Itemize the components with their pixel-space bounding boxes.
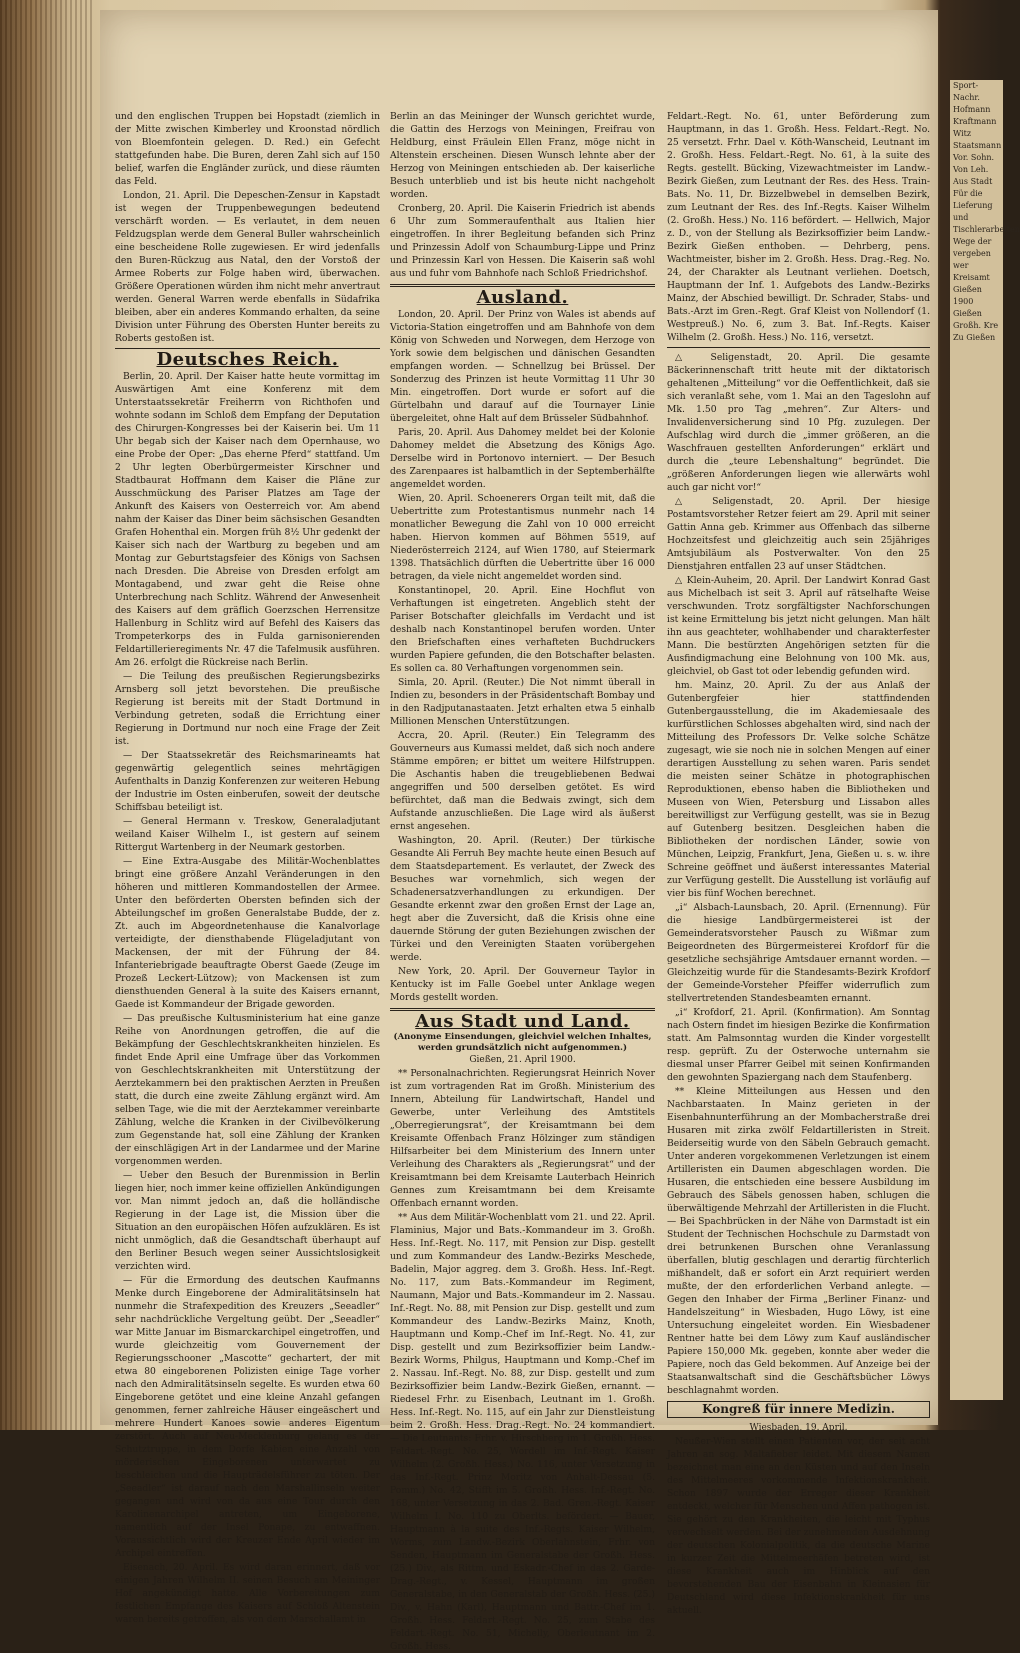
column-left [115, 110, 380, 1625]
section-heading-ausland: Ausland. [476, 287, 569, 308]
article-kleine-mitteilungen: ** Kleine Mitteilungen aus Hessen und den Nachbarstaaten. In Mainz gerieten in der Eisenbahnunterführung an der Mombacherstraße drei Husaren mit zirka zwölf Feldartilleristen in Streit. Beiderseitig wurde von den Säbeln Gebrauch gemacht. Unter anderen vorgekommenen Verletzungen ist einem Artilleristen ein Daumen abgeschlagen worden. Die Husaren, die entschieden eine bessere Ausbildung im Gebrauch des Säbels genossen haben, schlugen die überwältigende Mehrzahl der Artilleristen in die Flucht. — Bei Spachbrücken in der Nähe von Darmstadt ist ein Student der Technischen Hochschule zu Darmstadt von drei betrunkenen Burschen ohne Veranlassung überfallen, blutig geschlagen und derartig fürchterlich mißhandelt, daß er sofort ein Arzt requiriert werden mußte, der den erforderlichen Verband anlegte. — Gegen den Inhaber der Firma „Berliner Finanz- und Handelszeitung“ in Wiesbaden, Hugo Löwy, ist eine Untersuchung eingeleitet worden. Ein Wiesbadener Rentner hatte bei dem Löwy zum Kauf ausländischer Papiere 150,000 Mk. gegeben, konnte aber weder die Papiere, noch das Geld bekommen. Auf Anzeige bei der Staatsanwaltschaft sind die Geschäftsbücher Löwys beschlagnahmt worden. [667, 1086, 930, 1396]
article-kultusministerium: — Das preußische Kultusministerium hat eine ganze Reihe von Anordnungen getroffen, die auf die Bekämpfung der Geschlechtskrankheiten hinzielen. Es findet Ende April eine Umfrage über das Vorkommen von Geschlechtskrankheiten mit Unterstützung der Aerztekammern bei den praktischen Aerzten in Preußen statt, die durch eine zweite Zählung ergänzt wird. Am selben Tage, wie die mit der Aerztekammer vereinbarte Zählung, welche die Kranken in der Civilbevölkerung zum Gegenstande hat, soll eine Zählung der Kranken der einschlägigen Art in der Landarmee und der Marine vorgenommen werden. [115, 1013, 380, 1167]
article-arnsberg: — Die Teilung des preußischen Regierungsbezirks Arnsberg soll jetzt bevorstehen. Die preußische Regierung ist bereits mit der Stadt Dortmund in Verbindung getreten, sodaß die Errichtung einer Regierung in Dortmund nur noch eine Frage der Zeit ist. [115, 671, 380, 747]
column-middle [390, 110, 655, 1652]
page-edges [0, 0, 95, 1430]
article-simla: Simla, 20. April. (Reuter.) Die Not nimmt überall in Indien zu, besonders in der Präsidentschaft Bombay und in den Radjputanastaaten. Jetzt erhalten etwa 5 einhalb Millionen Menschen Unterstützungen. [390, 677, 655, 727]
article-accra: Accra, 20. April. (Reuter.) Ein Telegramm des Gouverneurs aus Kumassi meldet, daß sich noch andere Stämme empören; er bittet um weitere Hilfstruppen. Die Aschantis haben die treugebliebenen Bedwai angegriffen und 500 derselben getötet. Es wird befürchtet, daß man die Bedwais zwingt, sich dem Aufstande anzuschließen. Die Lage wird als äußerst ernst angesehen. [390, 730, 655, 832]
article-treskow: — General Hermann v. Treskow, Generaladjutant weiland Kaiser Wilhelm I., ist gestern auf seinem Rittergut Wartenberg in der Neumark gestorben. [115, 816, 380, 853]
article-reichsmarineamt: — Der Staatssekretär des Reichsmarineamts hat gegenwärtig gelegentlich seines mehrtägigen Aufenthalts in Danzig Konferenzen zur weiteren Hebung der Industrie im Osten einberufen, soweit der deutsche Schiffsbau beteiligt ist. [115, 750, 380, 813]
article-maltafieber: Neußer-Wien stellt einen Patienten vor, der seit acht Jahren an sog. Maltafieber leidet. Mit diesem Namen bezeichnet man eine an den Küsten und auf den Inseln des Mittelmeeres vorkommende Infektionskrankheit. Schon 1897 wurde der Erreger dieser Krankheit entdeckt, welcher für Menschen und Affen pathogen ist. Sie gehört zu den Krankheiten, die leicht mit Typhus verwechselt werden. Bei der zunehmenden Ausdehnung der deutschen Kolonialpolitik, da die deutsche Marine in kurzer Zeit die Mittelmeerhäfen betreten wird, ist diese Krankheit auch im Hinblick auf den bevorstehenden Bau der Eisenbahn in Kleinasien für Deutschland wird diese Infektionskrankheit für uns aktuell. [667, 1436, 930, 1616]
section-heading-deutsches-reich: Deutsches Reich. [156, 349, 339, 370]
divider [667, 347, 930, 348]
article-alsbach: „i“ Alsbach-Launsbach, 20. April. (Ernennung). Für die hiesige Landbürgermeisterei ist der Gemeinderatsvorsteher Pausch zu Wißmar zum Beigeordneten des Bürgermeisterei Krofdorf für die gesetzliche sechsjährige Amtsdauer ernannt worden. — Gleichzeitig wurde für die Standesamts-Bezirk Krofdorf der Gemeinde-Vorsteher Pfeiffer widerruflich zum stellvertretenden Standesbeamten ernannt. [667, 902, 930, 1004]
article-seeadler: — Für die Ermordung des deutschen Kaufmanns Menke durch Eingeborene der Admiralitätsinseln hat nunmehr die Strafexpedition des Kreuzers „Seeadler“ sehr nachdrückliche Vergeltung geübt. Der „Seeadler“ war Mitte Januar im Bismarckarchipel eingetroffen, und wurde gleichzeitig vom Gouvernement der Regierungsschooner „Mascotte“ gechartert, der mit etwa 80 eingeborenen Polizisten einige Tage vorher nach den Admiralitätsinseln segelte. Es wurden etwa 60 Eingeborene getötet und eine kleine Anzahl gefangen genommen, ferner zahlreiche Häuser eingeäschert und mehrere Hundert Kanoes sowie anderes Eigentum zerstört. Auch auf Neu-Mecklenburg gelang es der Schutztruppe, in dem Dorfe Kabien eine Anzahl von mörderischen Eingeborenen unterwartet zu beschleichen und die Haupträdelsführer zu töten. Der „Seeadler“ ist darauf nach den Marshallinseln weiter gegangen und wird von da aus eine Tour durch den Karolinenarchipel antreten, um Eingeborene, namentlich auf der Insel Ponape, zu entwaffnen. Voraussichtlich wird der Kreuzer Ende April wieder im Archipel eintreffen. [115, 1275, 380, 1559]
article-new-york: New York, 20. April. Der Gouverneur Taylor in Kentucky ist im Falle Goebel unter Anklage wegen Mords gestellt worden. [390, 966, 655, 1003]
article-mainz-gutenberg: hm. Mainz, 20. April. Zu der aus Anlaß der Gutenbergfeier hier stattfindenden Gutenbergausstellung, die im Akademiesaale des kurfürstlichen Schlosses abgehalten wird, sind nach der Mitteilung des Professors Dr. Velke solche Schätze zugesagt, wie sie noch nie in solchen Mengen auf einer derartigen Ausstellung zu sehen waren. Paris sendet die meisten seiner Schätze in photographischen Reproduktionen, ebenso haben die Bibliotheken und Museen von Wien, Petersburg und Lissabon alles bereitwilligst zur Verfügung gestellt, was sie in Bezug auf Gutenberg besitzen. Desgleichen haben die Bibliotheken der nordischen Länder, sowie von München, Leipzig, Frankfurt, Jena, Gießen u. s. w. ihre Schreine geöffnet und äußerst interessantes Material zur Verfügung gestellt. Die Ausstellung ist vorläufig auf vier bis fünf Wochen berechnet. [667, 680, 930, 899]
article-paris: Paris, 20. April. Aus Dahomey meldet bei der Kolonie Dahomey meldet die Absetzung des Königs Ago. Derselbe wird in Portonovo interniert. — Der Besuch des Zarenpaares ist halbamtlich in der Septemberhälfte angemeldet worden. [390, 427, 655, 490]
article-konstantinopel: Konstantinopel, 20. April. Eine Hochflut von Verhaftungen ist eingetreten. Angeblich steht der Pariser Botschafter gleichfalls im Verdacht und ist deshalb nach Konstantinopel berufen worden. Unter den Briefschaften eines verhafteten Buchdruckers wurden Papiere gefunden, die den Botschafter belasten. Es sollen ca. 80 Verhaftungen vorgenommen sein. [390, 585, 655, 674]
article-seligenstadt-washerwomen: △ Seligenstadt, 20. April. Die gesamte Bäckerinnenschaft tritt heute mit der diktatorisch gehaltenen „Mitteilung“ vor die Oeffentlichkeit, daß sie sich veranlaßt sehe, vom 1. Mai an den Tageslohn auf Mk. 1.50 pro Tag „mehren“. Zur Alters- und Invalidenversicherung sind 10 Pfg. zuzulegen. Der Aufschlag wird durch die „immer größeren, an die Waschfrauen gestellten Anforderungen“ erklärt und durch die „teure Lebenshaltung“ begründet. Die „größeren Anforderungen liegen wie allerwärts wohl auch gar nicht vor!“ [667, 352, 930, 493]
section-heading-stadt-und-land: Aus Stadt und Land. [415, 1011, 630, 1032]
article-klein-auheim: △ Klein-Auheim, 20. April. Der Landwirt Konrad Gast aus Michelbach ist seit 3. April auf rätselhafte Weise verschwunden. Trotz sorgfältigster Nachforschungen ist keine Ermittelung bis jetzt nicht gelungen. Man hält ihn aus geachteter, wohlhabender und charakterfester Mann. Die bestürzten Angehörigen setzten für die Ausfindigmachung eine Belohnung von 100 Mk. aus, gleichviel, ob Gast tot oder lebendig gefunden wird. [667, 575, 930, 677]
article-krofdorf: „i“ Krofdorf, 21. April. (Konfirmation). Am Sonntag nach Ostern findet im hiesigen Bezirke die Konfirmation statt. Am Palmsonntag wurden die Kinder vorgestellt resp. geprüft. Zu der Osterwoche unternahm sie diesmal unser Pfarrer Geibel mit seinen Konfirmanden den gewohnten Spaziergang nach dem Staufenberg. [667, 1007, 930, 1083]
article-berlin-kaiser: Berlin, 20. April. Der Kaiser hatte heute vormittag im Auswärtigen Amt eine Konferenz mit dem Unterstaatssekretär Freiherrn von Richthofen und wohnte sodann im Schloß dem Empfang der Deputation des Chirurgen-Kongresses bei der Kaiserin bei. Um 11 Uhr begab sich der Kaiser nach dem Opernhause, wo eine Probe der Oper: „Das eherne Pferd“ stattfand. Um 2 Uhr legten Oberbürgermeister Kirschner und Stadtbaurat Hoffmann dem Kaiser die Pläne zur Ausschmückung des Pariser Platzes am Tage der Ankunft des Kaisers von Oesterreich vor. Am abend nahm der Kaiser das Diner beim sächsischen Gesandten Grafen Hohenthal ein. Morgen früh 8½ Uhr gedenkt der Kaiser sich nach der Wartburg zu begeben und am Montag zur Geburtstagsfeier des Königs von Sachsen nach Dresden. Die Abreise von Dresden erfolgt am Montagabend, und zwar geht die Reise ohne Unterbrechung nach Schlitz. Während der Anwesenheit des Kaisers auf dem gräflich Goerzschen Herrensitze Hallenburg in Schlitz wird auf Befehl des Kaisers das Trompeterkorps des in Fulda garnisonierenden Feldartillerieregiments Nr. 47 die Tafelmusik ausführen. Am 26. erfolgt die Rückreise nach Berlin. [115, 371, 380, 668]
box-heading-kongress: Kongreß für innere Medizin. [667, 1401, 930, 1418]
article-burenmission: — Ueber den Besuch der Burenmission in Berlin liegen hier, noch immer keine offiziellen Ankündigungen vor. Man nimmt jedoch an, daß die holländische Regierung in der Lage ist, die Mission über die Situation an den europäischen Höfen aufzuklären. Es ist nicht unmöglich, daß die Gesandtschaft überhaupt auf den Berliner Besuch wegen seiner Aussichtslosigkeit verzichten wird. [115, 1170, 380, 1272]
editorial-note: (Anonyme Einsendungen, gleichviel welchen Inhaltes, werden grundsätzlich nicht aufgenommen.) [393, 1032, 652, 1053]
article-personalnachrichten: ** Personalnachrichten. Regierungsrat Heinrich Nover ist zum vortragenden Rat im Großh. Ministerium des Innern, Abteilung für Landwirtschaft, Handel und Gewerbe, unter Verleihung des Amtstitels „Oberregierungsrat“, der Kreisamtmann bei dem Kreisamte Offenbach Franz Hölzinger zum ständigen Hilfsarbeiter bei dem Ministerium des Innern unter Verleihung des Charakters als „Regierungsrat“ und der Kreisamtmann bei dem Kreisamte Lauterbach Heinrich Gennes zum Kreisamtmann bei dem Kreisamte Offenbach ernannt worden. [390, 1068, 655, 1209]
column-right [667, 110, 930, 1616]
article-meiningen: Berlin an das Meininger der Wunsch gerichtet wurde, die Gattin des Herzogs von Meiningen, Freifrau von Heldburg, einst Fräulein Ellen Franz, möge nicht in Altenstein erscheinen. Diesen Wunsch lehnte aber der Herzog von Meiningen entschieden ab. Der kaiserliche Besuch unterblieb und ist bis heute nicht nachgeholt worden. [390, 111, 655, 200]
article-washington: Washington, 20. April. (Reuter.) Der türkische Gesandte Ali Ferruh Bey machte heute einen Besuch auf dem Staatsdepartement. Es verlautet, der Zweck des Besuches war vornehmlich, sich wegen der Schadenersatzverhandlungen zu erkundigen. Der Gesandte erkennt zwar den großen Ernst der Lage an, hegt aber die Zuversicht, daß die Krisis ohne eine dauernde Störung der guten Beziehungen zwischen der Türkei und den Vereinigten Staaten vorübergehen werde. [390, 835, 655, 963]
article-feldart-continued: Feldart.-Regt. No. 61, unter Beförderung zum Hauptmann, in das 1. Großh. Hess. Feldart.-Regt. No. 25 versetzt. Frhr. Dael v. Köth-Wanscheid, Leutnant im 2. Großh. Hess. Feldart.-Regt. No. 61, à la suite des Regts. gestellt. Bücking, Vizewachtmeister im Landw.-Bezirk Gießen, zum Leutnant der Res. des Hess. Train-Bats. No. 11, Dr. Bizzelbwebel in demselben Bezirk, zum Leutnant der Res. des Inf.-Regts. Kaiser Wilhelm (2. Großh. Hess.) No. 116 befördert. — Hellwich, Major z. D., von der Stellung als Bezirksoffizier beim Landw.-Bezirk Gießen enthoben. — Dehrberg, pens. Wachtmeister, bisher im 2. Großh. Hess. Drag.-Reg. No. 24, der Charakter als Leutnant verliehen. Doetsch, Hauptmann der Inf. 1. Aufgebots des Landw.-Bezirks Mainz, der Abschied bewilligt. Dr. Schrader, Stabs- und Bats.-Arzt im Gren.-Regt. Graf Kleist von Nollendorf (1. Westpreuß.) No. 6, zum 3. Bat. Inf.-Regts. Kaiser Wilhelm (2. Großh. Hess.) No. 116, versetzt. [667, 111, 930, 343]
article-london-prince: London, 20. April. Der Prinz von Wales ist abends auf Victoria-Station eingetroffen und am Bahnhofe von dem König von Schweden und Norwegen, dem Herzoge von York sowie dem belgischen und dänischen Gesandten empfangen worden. — Schnellzug bei Brüssel. Der Sonderzug des Prinzen ist heute Vormittag 11 Uhr 30 Min. eingetroffen. Dort wurde er sofort auf die Gürtelbahn und darauf auf die Tournayer Linie übergeleitet, ohne Halt auf dem Brüsseler Südbahnhof. [390, 309, 655, 424]
article-militaer-wochenblatt-local: ** Aus dem Militär-Wochenblatt vom 21. und 22. April. Flaminius, Major und Bats.-Kommandeur im 3. Großh. Hess. Inf.-Regt. No. 117, mit Pension zur Disp. gestellt und zum Kommandeur des Landw.-Bezirks Meschede, Badelin, Major aggreg. dem 3. Großh. Hess. Inf.-Regt. No. 117, zum Bats.-Kommandeur im Regiment, Naumann, Major und Bats.-Kommandeur im 2. Nassau. Inf.-Regt. No. 88, mit Pension zur Disp. gestellt und zum Kommandeur des Landw.-Bezirks Mainz, Knoth, Hauptmann und Komp.-Chef im Inf.-Regt. No. 41, zur Disp. gestellt und zum Bezirksoffizier beim Landw.-Bezirk Worms, Philgus, Hauptmann und Komp.-Chef im 2. Nassau. Inf.-Regt. No. 88, zur Disp. gestellt und zum Bezirksoffizier beim Landw.-Bezirk Gießen, ernannt. — Riedesel Frhr. zu Eisenbach, Leutnant im 1. Großh. Hess. Inf.-Regt. No. 115, auf ein Jahr zur Dienstleistung beim 2. Großh. Hess. Drag.-Regt. No. 24 kommandiert. — Die Leutnants: Frhr. v. Hirschberg im 1. Großh. Hess. Feldart.-Regt. No. 25, Wordell im Inf.-Regt. Kaiser Wilhelm (2. Großh. Hess.) No. 116, unter Versetzung in das Inf.-Regt. Prinz Moritz von Anhalt-Dessau (5. Pomm.) No. 42, Stifft im 5. Großh. Hess. Inf.-Regt. No. 168, unter Versetzung in das 2. Bad. Gren.-Regt. Kaiser Wilhelm I. No. 110 zu Oberlts. befördert. — Bauer, Hauptmann à la suite des Inf.-Regts. Kaiser Wilhelm, Worms, zum Landw.-Bezirk Oberlahnstein, Frhr. von Senden, Hauptmann im Generalstabe der Großh. Hess. (25.) Div., als Rittm. und Eskadr.-Chef in das 2. Garde-Drag.-Regt., v. Kessel, Hauptmann im großen Generalstabe, in den Generalstab der Großh. Hess. (25.) Div., v. Hahn (Karl), Hauptmann und Battr.-Chef im 1. Großh. Hess. Feldart.-Regt. No. 25, zum Stabe des Feldart.-Regt. No. 51, Michelly, Oberleutnant im 2. Großh. Hess. [390, 1212, 655, 1652]
newspaper-page [100, 10, 938, 1652]
adjacent-page-fragment: Sport-Nachr. Hofmann Kraftmann Witz Staatsmann Vor. Sohn. Von Leh. Aus Stadt Für die Lieferung und Tischlerarbeiten Wege der vergeben wer Kreisamt Gießen 1900 Gießen Großh. Kre Zu Gießen [950, 80, 1003, 1400]
dateline: Gießen, 21. April 1900. [469, 1055, 576, 1065]
article-seligenstadt-postmaster: △ Seligenstadt, 20. April. Der hiesige Postamtsvorsteher Retzer feiert am 29. April mit seiner Gattin Anna geb. Krimmer aus Offenbach das silberne Hochzeitsfest und gleichzeitig auch sein 25jähriges Amtsjubiläum als Postverwalter. Von den 25 Dienstjahren entfallen 23 auf unser Städtchen. [667, 496, 930, 572]
article-boer-fight: und den englischen Truppen bei Hopstadt (ziemlich in der Mitte zwischen Kimberley und Kroonstad nördlich von Bloemfontein gelegen. D. Red.) ein Gefecht stattgefunden habe. Die Buren, deren Zahl sich auf 150 belief, warfen die Engländer zurück, und diese räumten das Feld. [115, 111, 380, 187]
article-wien: Wien, 20. April. Schoenerers Organ teilt mit, daß die Uebertritte zum Protestantismus nunmehr nach 14 monatlicher Bewegung die Zahl von 10 000 erreicht haben. Hiervon kommen auf Böhmen 5519, auf Niederösterreich 2124, auf Wien 1780, auf Steiermark 1398. Thatsächlich dürften die Uebertritte über 16 000 betragen, da viele nicht angemeldet worden sind. [390, 493, 655, 582]
article-london-censorship: London, 21. April. Die Depeschen-Zensur in Kapstadt ist wegen der Truppenbewegungen bedeutend verschärft worden. — Es verlautet, in dem neuen Feldzugsplan werde dem General Buller wahrscheinlich eine bescheidene Rolle zugewiesen. Er wird jedenfalls den Buren-Rückzug aus Natal, den der Vorstoß der Armee Roberts zur Folge haben wird, überwachen. Größere Operationen würden ihm nicht mehr anvertraut werden. General Warren werde ebenfalls in Südafrika bleiben, aber ein anderes Kommando erhalten, da seine Division unter Führung des Obersten Hunter bereits zu Roberts gestoßen ist. [115, 190, 380, 344]
article-cronberg: Cronberg, 20. April. Die Kaiserin Friedrich ist abends 6 Uhr zum Sommeraufenthalt aus Italien hier eingetroffen. In ihrer Begleitung befanden sich Prinz und Prinzessin Adolf von Schaumburg-Lippe und Prinz und Prinzessin Karl von Hessen. Die Kaiserin saß wohl aus und fuhr vom Bahnhofe nach Schloß Friedrichshof. [390, 203, 655, 279]
article-militaer-wochenblatt: — Eine Extra-Ausgabe des Militär-Wochenblattes bringt eine größere Anzahl Veränderungen in den höheren und mittleren Kommandostellen der Armee. Unter den beförderten Obersten befinden sich der Abteilungschef im großen Generalstabe Budde, der z. Zt. auch im Abgeordnetenhause die Kanalvorlage verteidigte, der diensthabende Flügeladjutant von Mackensen, der mit der Führung der 84. Infanteriebrigade beauftragte Oberst Gaede (Zeuge im Prozeß Leckert-Lützow); von Mackensen ist zum diensthuenden General à la suite des Kaisers ernannt, Gaede ist Kommandeur der Brigade geworden. [115, 856, 380, 1010]
article-eisenach: Eisenach, 20. April. Es wird daran erinnert, daß vor einigen Jahren Wilhelm II. seinen Besuch am Meininger Hof angekündigt hatte. Alle Vorbereitungen zum festlichen Empfange des Kaisers auf Schloß Altenstein waren bereits getroffen, als von dem Marschallamt in [115, 1562, 380, 1625]
dateline: Wiesbaden, 19. April. [749, 1423, 848, 1433]
